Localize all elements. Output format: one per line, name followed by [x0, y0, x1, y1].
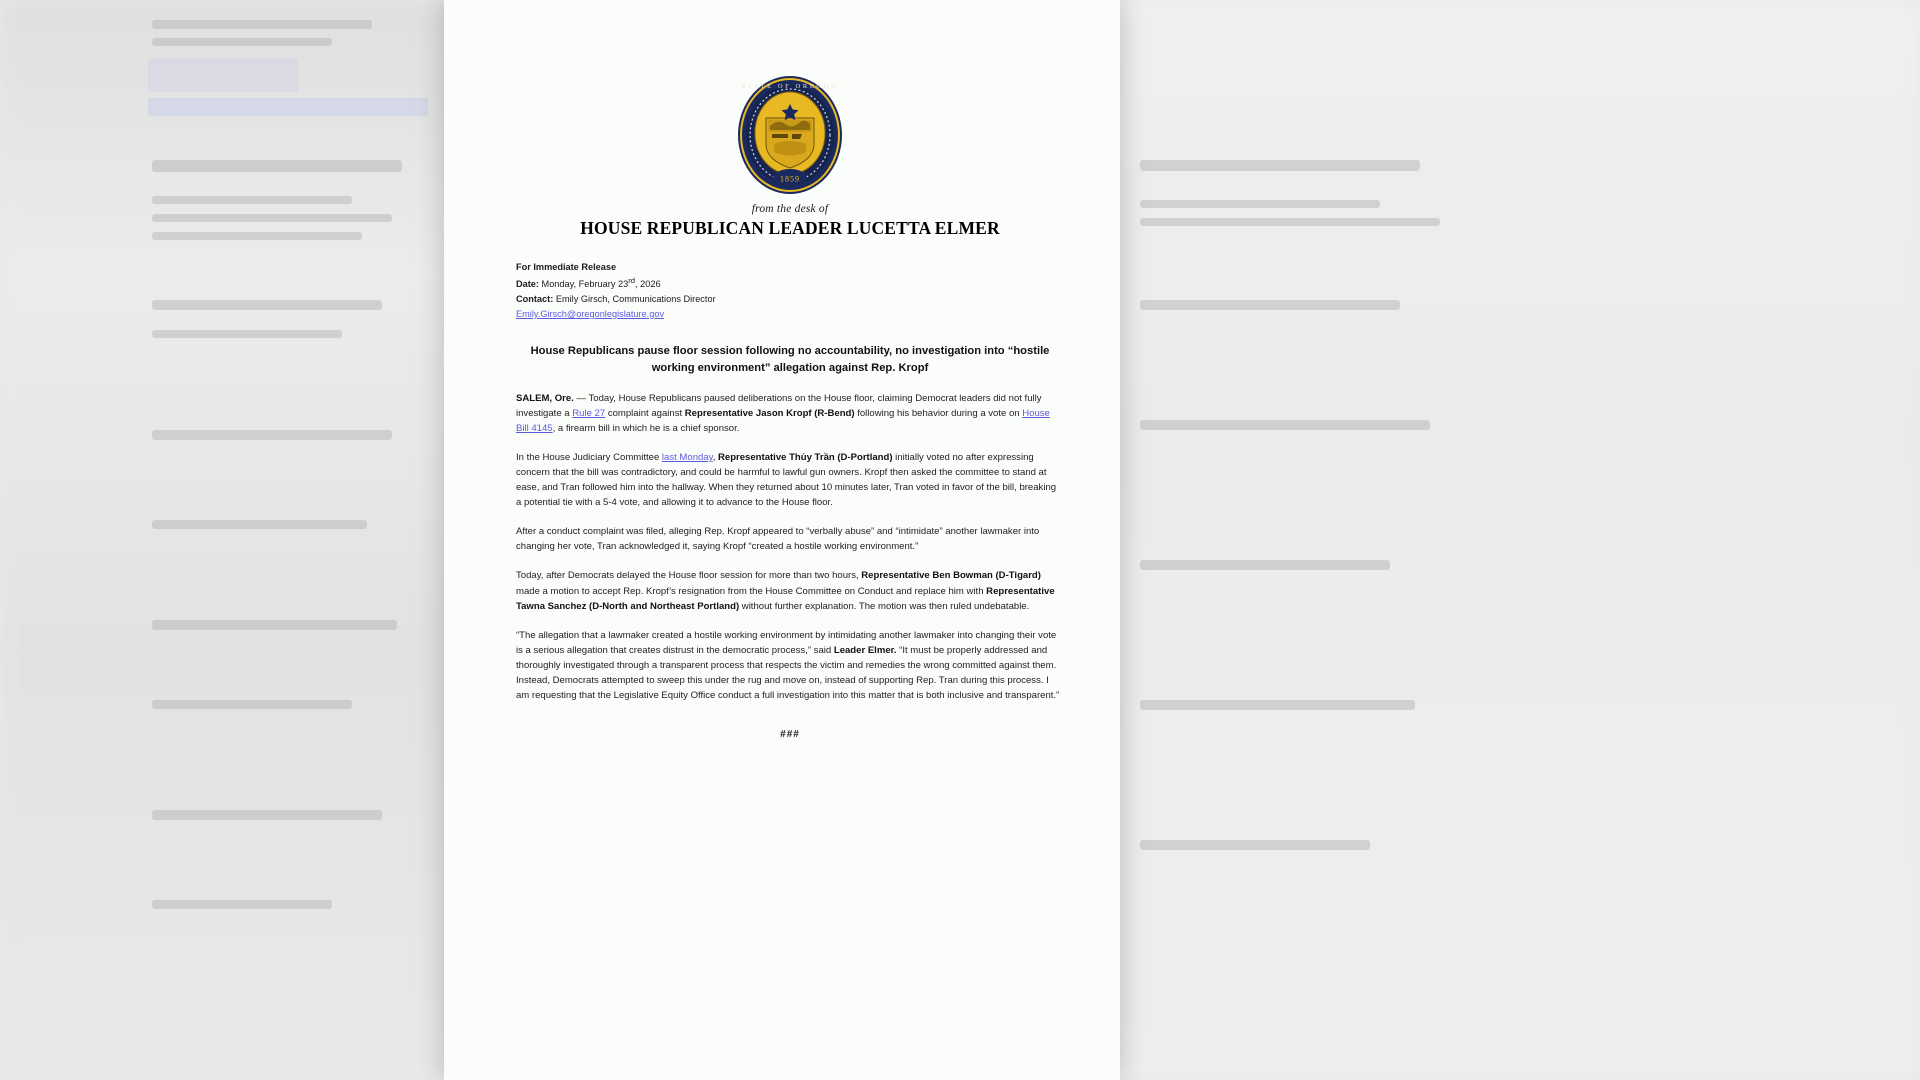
contact-row: Contact: Emily Girsch, Communications Director [516, 293, 716, 304]
rep-tran-name: Representative Thủy Trần (D-Portland) [718, 451, 893, 463]
background-text-line [1140, 300, 1400, 310]
background-text-line [152, 160, 402, 172]
background-text-line [1140, 560, 1390, 570]
dateline: SALEM, Ore. [516, 392, 574, 404]
svg-text:1859: 1859 [780, 174, 800, 184]
background-text-line [152, 38, 332, 46]
background-text-line [152, 20, 372, 29]
press-release-headline: House Republicans pause floor session following no accountability, no investigation into “hostile working environment” allegation against Rep. Kropf [530, 344, 1050, 374]
background-highlight-block [148, 98, 428, 116]
background-text-line [152, 900, 332, 909]
paragraph-4: Today, after Democrats delayed the House floor session for more than two hours, Representative Ben Bowman (D-Tigard) made a motion to accept Rep. Kropf’s resignation from the House Committee on Conduct and replace him with Representative Tawna Sanchez (D-North and Northeast Portland) without further explanation. The motion was then ruled undebatable. [516, 570, 1055, 612]
rep-bowman-name: Representative Ben Bowman (D-Tigard) [861, 570, 1041, 582]
oregon-state-seal-icon [736, 74, 844, 196]
paragraph-3: After a conduct complaint was filed, alleging Rep. Kropf appeared to “verbally abuse” and “intimidate” another lawmaker into changing her vote, Tran acknowledged it, saying Kropf “created a hostile working environment.” [516, 526, 1040, 553]
date-ordinal-suffix: rd [628, 275, 636, 285]
background-text-line [152, 620, 397, 630]
background-text-line [152, 430, 392, 440]
background-text-line [1140, 420, 1430, 430]
paragraph-1: SALEM, Ore. — Today, House Republicans paused deliberations on the House floor, claiming Democrat leaders did not fully investigate a Rule 27 complaint against Representative Jason Kropf (R-Bend) following his behavior during a vote on House Bill 4145, a firearm bill in which he is a chief sponsor. [516, 392, 1050, 434]
paragraph-2: In the House Judiciary Committee last Monday, Representative Thủy Trần (D-Portland) initially voted no after expressing concern that the bill was contradictory, and could be harmful to lawful gun owners. Kropf then asked the committee to stand at ease, and Tran followed him into the hallway. When they returned about 10 minutes later, Tran voted in favor of the bill, breaking a potential tie with a 5-4 vote, and allowing it to advance to the House floor. [516, 451, 1057, 509]
background-text-line [1140, 700, 1415, 710]
letterhead-seal-container [516, 0, 1064, 201]
house-bill-4145-link[interactable]: House Bill 4145 [516, 407, 1050, 434]
release-date-row: Date: Monday, February 23rd, 2026 [516, 275, 661, 289]
background-text-line [152, 520, 367, 529]
rep-sanchez-name: Representative Tawna Sanchez (D-North and Northeast Portland) [516, 585, 1055, 612]
leader-elmer-attribution: Leader Elmer. [833, 644, 897, 656]
immediate-release-label: For Immediate Release [516, 262, 617, 272]
background-text-line [152, 232, 362, 240]
background-text-line [1140, 218, 1440, 226]
contact-email-link[interactable]: Emily.Girsch@oregonlegislature.gov [516, 308, 665, 319]
contact-email-row [516, 307, 1064, 322]
press-release-page [444, 0, 1120, 1080]
background-text-line [1140, 160, 1420, 171]
release-meta-block [516, 260, 1064, 322]
background-text-line [152, 300, 382, 310]
rule-27-link[interactable]: Rule 27 [572, 407, 606, 419]
background-text-line [152, 214, 392, 222]
rep-kropf-name: Representative Jason Kropf (R-Bend) [684, 407, 855, 419]
background-highlight-block [148, 58, 298, 92]
background-text-line [1140, 840, 1370, 850]
background-text-line [152, 330, 342, 338]
background-text-line [1140, 200, 1380, 208]
last-monday-link[interactable]: last Monday [661, 451, 713, 463]
end-mark: ### [780, 729, 800, 741]
background-text-line [152, 700, 352, 709]
svg-text:STATE OF OREGON: STATE OF OREGON [741, 83, 839, 90]
office-title: HOUSE REPUBLICAN LEADER LUCETTA ELMER [580, 218, 1000, 238]
background-text-line [152, 196, 352, 204]
paragraph-5-quote: “The allegation that a lawmaker created a hostile working environment by intimidating another lawmaker into changing their vote is a serious allegation that creates distrust in the democratic process,” said Leader Elmer. “It must be properly addressed and thoroughly investigated through a transparent process that respects the victim and remedies the wrong committed against them. Instead, Democrats attempted to sweep this under the rug and move on, instead of supporting Rep. Tran during this process. I am requesting that the Legislative Equity Office conduct a full investigation into this matter that is both inclusive and transparent.” [516, 629, 1060, 701]
background-text-line [152, 810, 382, 820]
from-the-desk-label: from the desk of [751, 203, 829, 215]
